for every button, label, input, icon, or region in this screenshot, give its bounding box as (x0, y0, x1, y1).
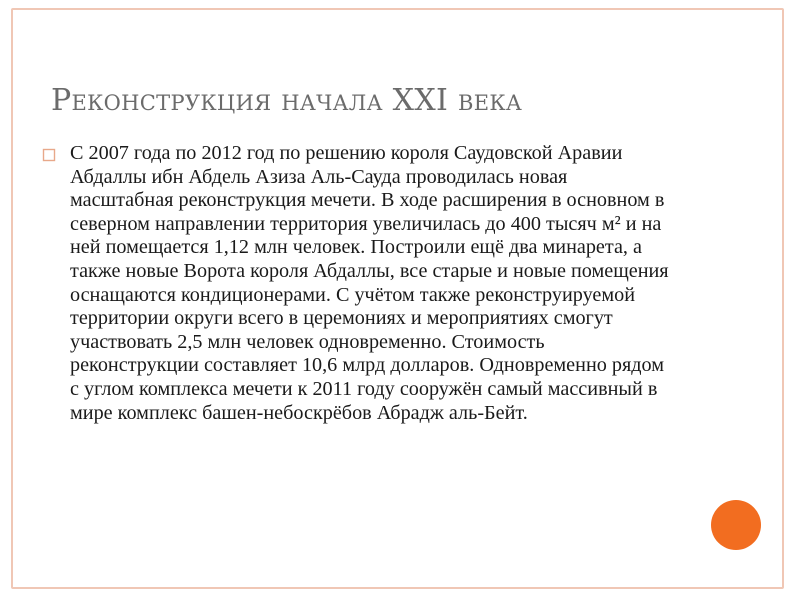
decorative-accent-circle (711, 500, 761, 550)
bullet-item (42, 142, 682, 425)
slide-content (42, 142, 682, 425)
hollow-square-bullet-icon (42, 148, 56, 162)
bullet-text: С 2007 года по 2012 год по решению короля Саудовской Аравии Абдаллы ибн Абдель Азиза Аль-Сауда проводилась новая масштабная реконструкция мечети. В ходе расширения в основном в северном направлении территория увеличилась до 400 тысяч м² и на ней помещается 1,12 млн человек. Построили ещё два минарета, а также новые Ворота короля Абдаллы, все старые и новые помещения оснащаются кондиционерами. С учётом также реконструируемой территории округи всего в церемониях и мероприятиях смогут участвовать 2,5 млн человек одновременно. Стоимость реконструкции составляет 10,6 млрд долларов. Одновременно рядом с углом комплекса мечети к 2011 году сооружён самый массивный в мире комплекс башен-небоскрёбов Абрадж аль-Бейт. (70, 142, 669, 424)
slide-title: Реконструкция начала XXI века (51, 83, 523, 118)
